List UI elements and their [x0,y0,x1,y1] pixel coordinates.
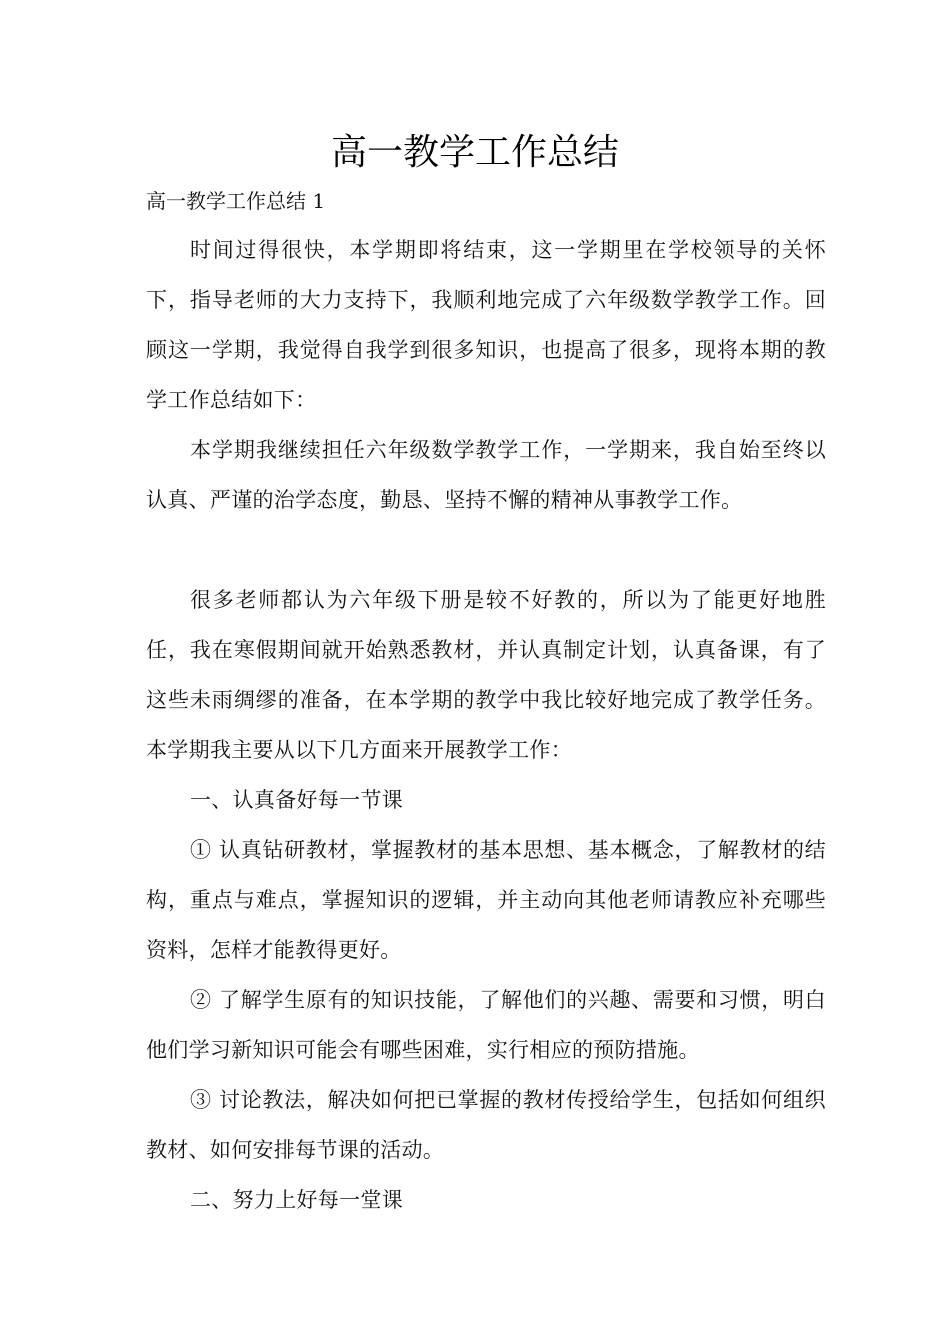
section-heading-1: 一、认真备好每一节课 [190,788,403,812]
paragraph-point-1: ① 认真钻研教材，掌握教材的基本思想、基本概念，了解教材的结构，重点与难点，掌握知识的逻辑，并主动向其他老师请教应补充哪些资料，怎样才能教得更好。 [146,838,826,962]
paragraph-preparation: 很多老师都认为六年级下册是较不好教的，所以为了能更好地胜任，我在寒假期间就开始熟悉教材，并认真制定计划，认真备课，有了这些未雨绸缪的准备，在本学期的教学中我比较好地完成了教学任务。本学期我主要从以下几方面来开展教学工作： [146,588,826,762]
paragraph-point-3: ③ 讨论教法，解决如何把已掌握的教材传授给学生，包括如何组织教材、如何安排每节课的活动。 [146,1088,826,1162]
paragraph-point-2: ② 了解学生原有的知识技能，了解他们的兴趣、需要和习惯，明白他们学习新知识可能会有哪些困难，实行相应的预防措施。 [146,988,826,1062]
document-title: 高一教学工作总结 [330,132,619,173]
paragraph-intro: 时间过得很快，本学期即将结束，这一学期里在学校领导的关怀下，指导老师的大力支持下，我顺利地完成了六年级数学教学工作。回顾这一学期，我觉得自我学到很多知识，也提高了很多，现将本期的教学工作总结如下： [146,238,826,412]
section-heading-2: 二、努力上好每一堂课 [190,1188,403,1212]
document-subtitle: 高一教学工作总结 1 [146,189,326,213]
paragraph-duty: 本学期我继续担任六年级数学教学工作，一学期来，我自始至终以认真、严谨的治学态度，勤恳、坚持不懈的精神从事教学工作。 [146,438,826,512]
